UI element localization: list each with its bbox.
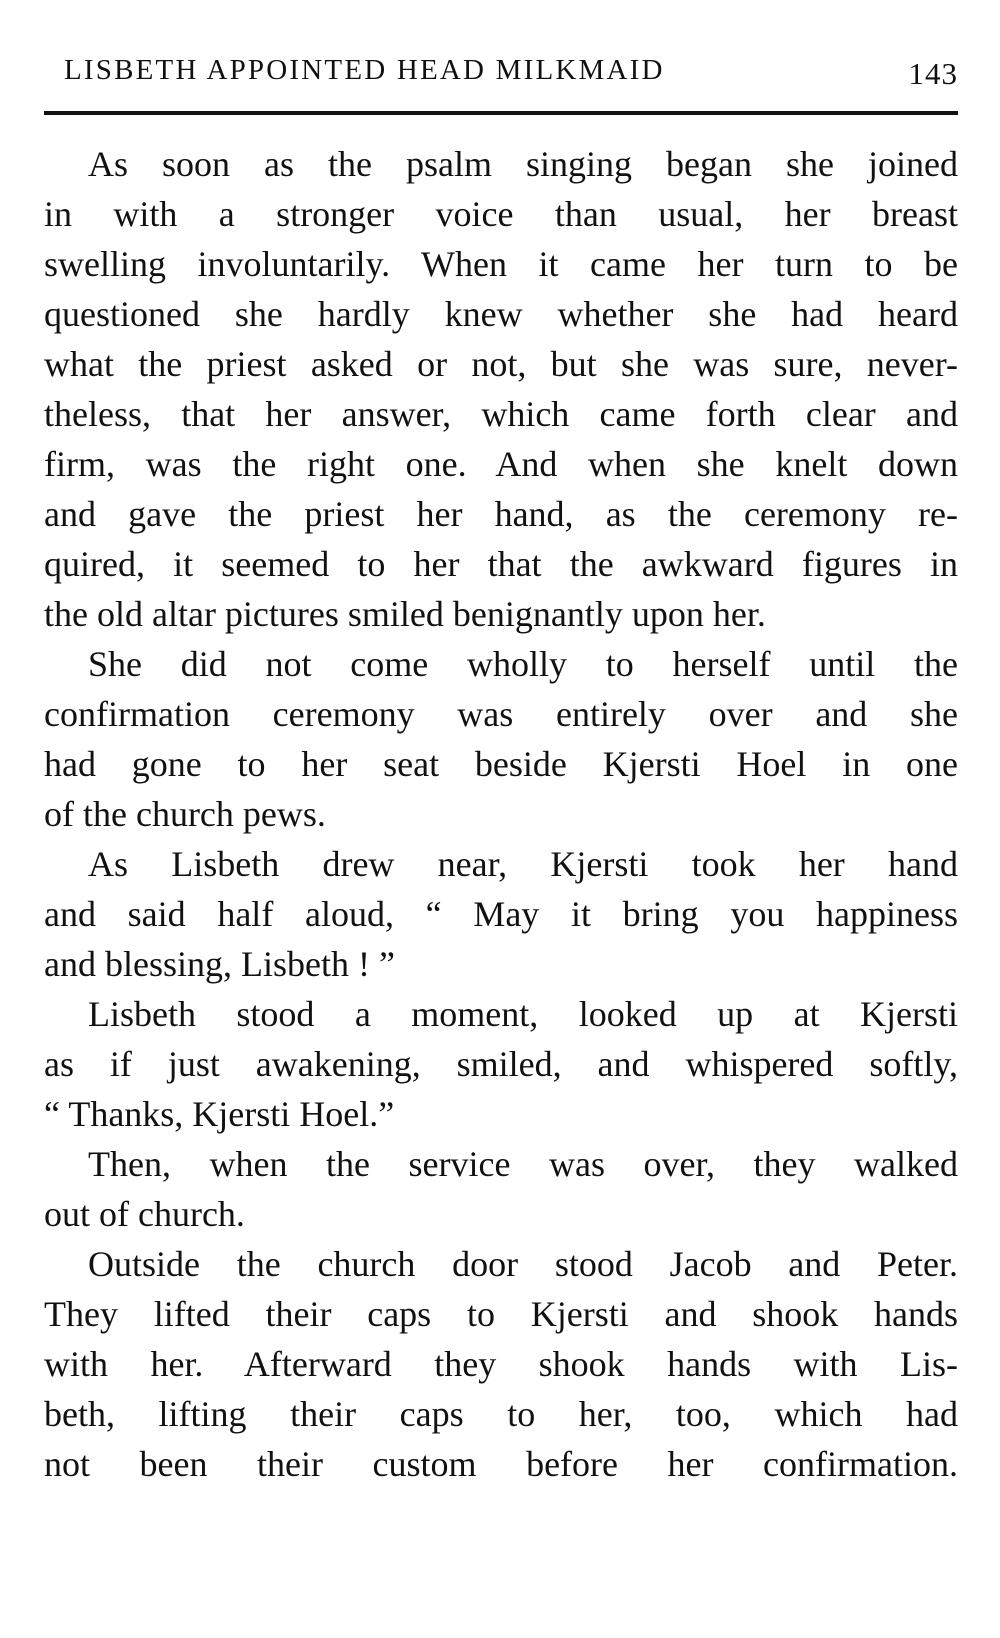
body-text — [44, 139, 958, 1489]
text-line: out of church. — [44, 1194, 245, 1234]
page-number: 143 — [908, 56, 958, 91]
text-line: had gone to her seat beside Kjersti Hoel in one — [44, 744, 958, 784]
text-line: not been their custom before her confirmation. — [44, 1444, 958, 1484]
text-line: firm, was the right one. And when she knelt down — [44, 444, 958, 484]
text-line: confirmation ceremony was entirely over and she — [44, 694, 958, 734]
running-head — [44, 50, 958, 100]
text-line: and gave the priest her hand, as the ceremony re- — [44, 494, 958, 534]
text-line: questioned she hardly knew whether she had heard — [44, 294, 958, 334]
text-line: As soon as the psalm singing began she joined — [88, 144, 958, 184]
text-line: Lisbeth stood a moment, looked up at Kjersti — [88, 994, 958, 1034]
text-line: what the priest asked or not, but she was sure, never- — [44, 344, 958, 384]
running-title: LISBETH APPOINTED HEAD MILKMAID — [64, 54, 665, 86]
text-line: Then, when the service was over, they walked — [88, 1144, 958, 1184]
text-line: quired, it seemed to her that the awkward figures in — [44, 544, 958, 584]
text-line: and said half aloud, “ May it bring you happiness — [44, 894, 958, 934]
text-line: in with a stronger voice than usual, her breast — [44, 194, 958, 234]
text-line: with her. Afterward they shook hands with Lis- — [44, 1344, 958, 1384]
text-line: Outside the church door stood Jacob and Peter. — [88, 1244, 958, 1284]
text-line: swelling involuntarily. When it came her turn to be — [44, 244, 958, 284]
text-line: She did not come wholly to herself until the — [88, 644, 958, 684]
text-line: beth, lifting their caps to her, too, which had — [44, 1394, 958, 1434]
text-line: the old altar pictures smiled benignantly upon her. — [44, 594, 766, 634]
text-line: “ Thanks, Kjersti Hoel.” — [44, 1094, 395, 1134]
text-line: They lifted their caps to Kjersti and shook hands — [44, 1294, 958, 1334]
text-line: of the church pews. — [44, 794, 326, 834]
text-line: theless, that her answer, which came forth clear and — [44, 394, 958, 434]
text-line: As Lisbeth drew near, Kjersti took her hand — [88, 844, 958, 884]
header-rule — [44, 111, 958, 115]
text-line: and blessing, Lisbeth ! ” — [44, 944, 395, 984]
text-line: as if just awakening, smiled, and whispered softly, — [44, 1044, 958, 1084]
